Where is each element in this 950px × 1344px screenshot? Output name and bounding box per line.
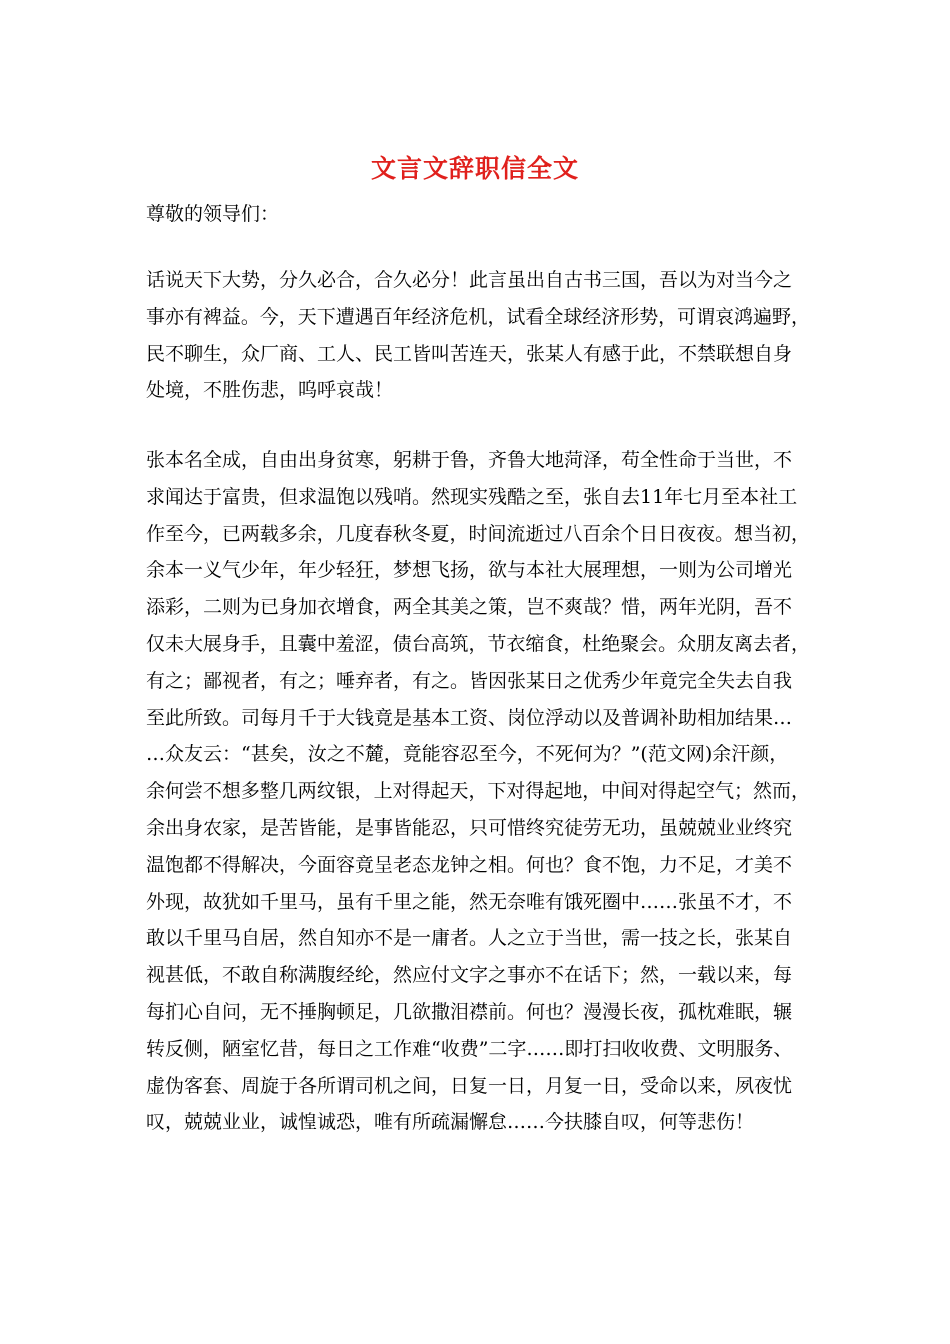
- paragraph-line: 虚伪客套、周旋于各所谓司机之间，日复一日，月复一日，受命以来，夙夜忧: [146, 1074, 793, 1097]
- paragraph-line: 视甚低，不敢自称满腹经纶，然应付文字之事亦不在话下；然，一载以来，每: [146, 964, 793, 987]
- paragraph-line: 张本名全成，自由出身贫寒，躬耕于鲁，齐鲁大地菏泽，苟全性命于当世，不: [146, 449, 793, 471]
- paragraph-line: 外现，故犹如千里马，虽有千里之能，然无奈唯有饿死圈中……张虽不才，不: [146, 890, 793, 913]
- paragraph-line: 至此所致。司每月千于大钱竟是基本工资、岗位浮动以及普调补助相加结果…: [146, 706, 793, 729]
- paragraph-line: 有之；鄙视者，有之；唾弃者，有之。皆因张某日之优秀少年竟完全失去自我: [146, 669, 793, 692]
- paragraph-line: 处境，不胜伤悲，呜呼哀哉！: [146, 379, 394, 402]
- salutation: 尊敬的领导们：: [146, 203, 280, 225]
- paragraph-line: 事亦有裨益。今，天下遭遇百年经济危机，试看全球经济形势，可谓哀鸿遍野，: [146, 305, 810, 328]
- paragraph-line: 作至今，已两载多余，几度春秋冬夏，时间流逝过八百余个日日夜夜。想当初，: [146, 522, 810, 545]
- paragraph-line: …众友云：“甚矣，汝之不麓，竟能容忍至今，不死何为？”(范文网)余汗颜，: [146, 743, 789, 766]
- paragraph-1: [146, 262, 810, 409]
- paragraph-line: 话说天下大势，分久必合，合久必分！此言虽出自古书三国，吾以为对当今之: [146, 269, 793, 291]
- paragraph-line: 余本一义气少年，年少轻狂，梦想飞扬，欲与本社大展理想，一则为公司增光: [146, 559, 793, 582]
- paragraph-line: 添彩，二则为已身加衣增食，两全其美之策，岂不爽哉？惜，两年光阴，吾不: [146, 596, 793, 619]
- document-title: 文言文辞职信全文: [370, 154, 579, 183]
- paragraph-line: 转反侧，陋室忆昔，每日之工作难“收费”二字……即打扫收收费、文明服务、: [146, 1037, 793, 1060]
- paragraph-line: 民不聊生，众厂商、工人、民工皆叫苦连天，张某人有感于此，不禁联想自身: [146, 342, 793, 365]
- paragraph-line: 求闻达于富贵，但求温饱以残哨。然现实残酷之至，张自去11年七月至本社工: [146, 485, 798, 508]
- paragraph-line: 每扪心自问，无不捶胸顿足，几欲撒泪襟前。何也？漫漫长夜，孤枕难眠，辗: [146, 1000, 793, 1023]
- paragraph-2: [146, 442, 810, 1141]
- paragraph-line: 温饱都不得解决，今面容竟呈老态龙钟之相。何也？食不饱，力不足，才美不: [146, 853, 793, 876]
- paragraph-line: 余出身农家，是苦皆能，是事皆能忍，只可惜终究徒劳无功，虽兢兢业业终究: [146, 816, 793, 839]
- paragraph-line: 叹，兢兢业业，诚惶诚恐，唯有所疏漏懈怠……今扶膝自叹，何等悲伤！: [146, 1111, 755, 1134]
- paragraph-line: 仅未大展身手，且囊中羞涩，债台高筑，节衣缩食，杜绝聚会。众朋友离去者，: [146, 632, 810, 655]
- paragraph-line: 敢以千里马自居，然自知亦不是一庸者。人之立于当世，需一技之长，张某自: [146, 927, 793, 950]
- paragraph-line: 余何尝不想多整几两纹银，上对得起天，下对得起地，中间对得起空气；然而，: [146, 780, 810, 803]
